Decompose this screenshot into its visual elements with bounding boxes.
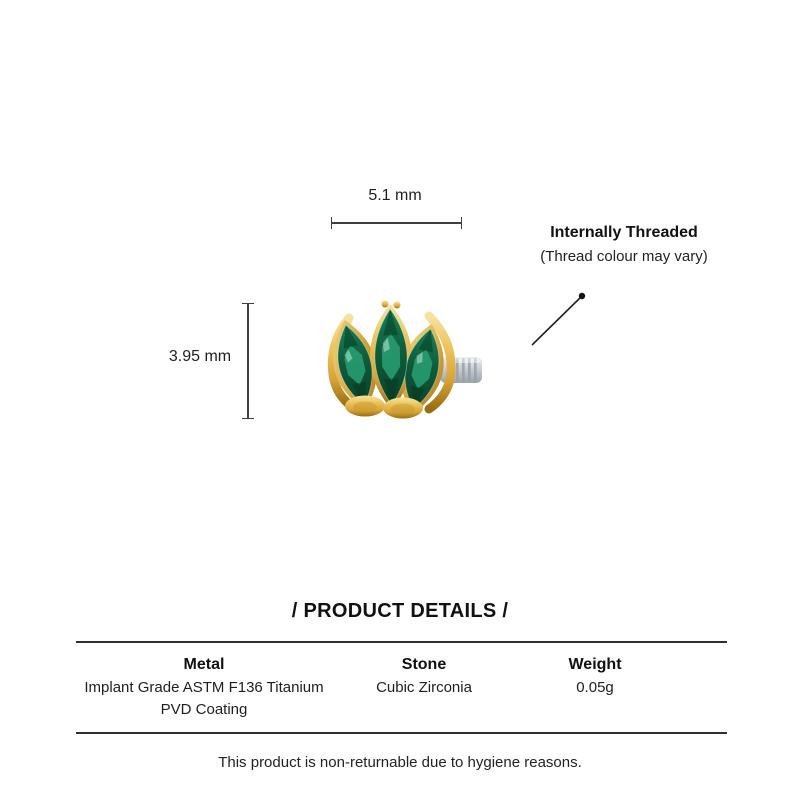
detail-header-metal: Metal — [183, 656, 225, 673]
pointer-dot — [579, 293, 585, 299]
top-prong-right — [394, 302, 401, 309]
detail-value-weight: 0.05g — [576, 679, 614, 696]
thread-annotation-title: Internally Threaded — [550, 224, 698, 241]
detail-column-weight — [515, 653, 675, 699]
product-details-table — [76, 653, 727, 731]
top-prong-left — [382, 301, 389, 308]
table-top-rule — [76, 641, 727, 643]
hygiene-note: This product is non-returnable due to hygiene reasons. — [218, 754, 582, 771]
detail-column-metal — [64, 653, 344, 721]
detail-value-metal-line1: Implant Grade ASTM F136 Titanium — [84, 679, 324, 696]
thread-annotation — [514, 221, 734, 269]
detail-value-metal-line2: PVD Coating — [160, 701, 248, 718]
product-image — [318, 296, 488, 426]
annotation-pointer-line — [525, 288, 595, 354]
width-measurement-line — [331, 217, 462, 229]
height-measurement-rule — [247, 304, 249, 418]
height-measurement-label: 3.95 mm — [168, 348, 232, 365]
section-title: / PRODUCT DETAILS / — [291, 600, 509, 622]
width-measurement-label: 5.1 mm — [368, 187, 422, 204]
height-measurement-line — [242, 303, 254, 419]
table-bottom-rule — [76, 732, 727, 734]
width-measurement-rule — [332, 222, 461, 224]
detail-column-stone — [324, 653, 524, 699]
detail-value-stone: Cubic Zirconia — [376, 679, 472, 696]
thread-annotation-subtitle: (Thread colour may vary) — [540, 248, 708, 265]
detail-header-weight: Weight — [568, 656, 622, 673]
detail-header-stone: Stone — [401, 656, 447, 673]
